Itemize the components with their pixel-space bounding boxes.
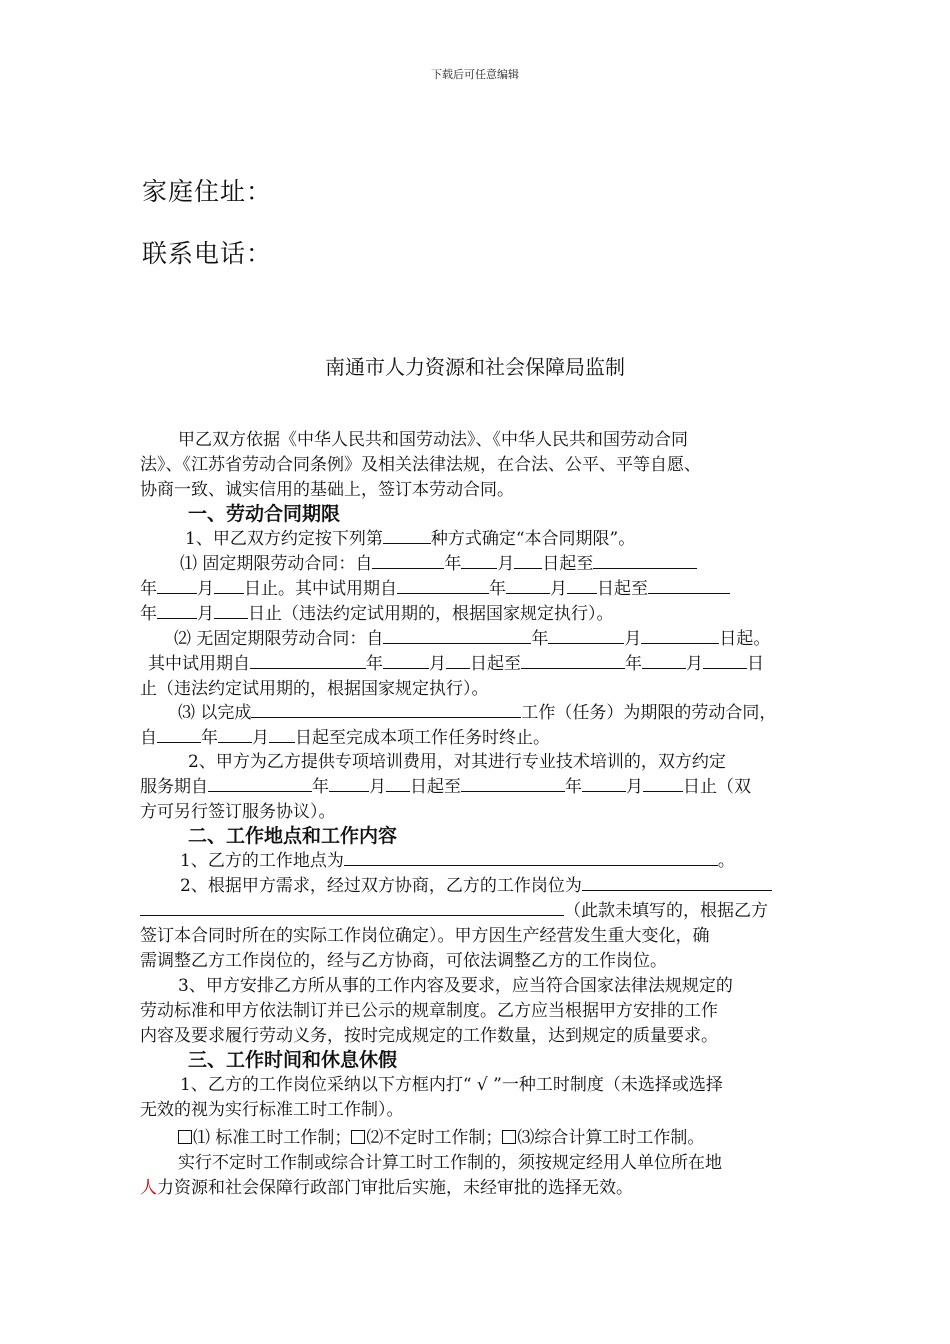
blank-field[interactable] [251,701,521,718]
option-standard-hours: ⑴ 标准工时工作制； [193,1128,352,1148]
blank-field[interactable] [582,874,772,891]
s3-p2-line-2: 人力资源和社会保障行政部门审批后实施，未经审批的选择无效。 [140,1178,633,1198]
option-flexible-hours: ⑵不定时工作制； [366,1128,503,1148]
blank-field[interactable] [548,627,624,644]
blank-field[interactable] [642,652,686,669]
intro-line-3: 协商一致、诚实信用的基础上，签订本劳动合同。 [140,480,514,500]
s1-open-line-2: 其中试用期自 年 月 日起至 年 月 日 [148,654,764,674]
s2-p2-line-3: 签订本合同时所在的实际工作岗位确定）。甲方因生产经营发生重大变化，确 [140,926,710,946]
section-3-heading: 三、工作时间和休息休假 [188,1049,398,1071]
intro-line-1: 甲乙双方依据《中华人民共和国劳动法》、《中华人民共和国劳动合同 [178,430,688,450]
s1-open-line-1: ⑵ 无固定期限劳动合同：自 年 月 日起。 [174,629,771,649]
blank-field[interactable] [383,652,429,669]
blank-field[interactable] [648,577,730,594]
blank-field[interactable] [269,726,295,743]
s1-task-line-2: 自 年 月 日起至完成本项工作任务时终止。 [140,728,550,748]
s2-p3-line-1: 3、甲方安排乙方所从事的工作内容及要求，应当符合国家法律法规规定的 [178,976,733,996]
s2-p3-line-2: 劳动标准和甲方依法制订并已公示的规章制度。乙方应当根据甲方安排的工作 [140,1001,718,1021]
blank-field[interactable] [386,775,410,792]
blank-field[interactable] [461,775,565,792]
blank-field[interactable] [641,627,719,644]
blank-field[interactable] [218,726,252,743]
s1-open-line-3: 止（违法约定试用期的，根据国家规定执行）。 [140,679,489,699]
s1-fixed-line-2: 年 月 日止。其中试用期自 年 月 日起至 [140,577,730,601]
s3-p1-line-1: 1、乙方的工作岗位采纳以下方框内打“ √ ”一种工时制度（未选择或选择 [180,1075,723,1095]
s1-fixed-line-3: 年 月 日止（违法约定试用期的，根据国家规定执行）。 [140,604,614,624]
blank-field[interactable] [208,775,312,792]
s1-fixed-line-1: ⑴ 固定期限劳动合同：自 年 月 日起至 [180,552,697,576]
s2-p2-line-4: 需调整乙方工作岗位的，经与乙方协商，可依法调整乙方的工作岗位。 [140,951,667,971]
s3-p1-line-2: 无效的视为实行标准工时工作制）。 [140,1100,404,1120]
blank-field[interactable] [157,577,197,594]
checkbox-flexible-hours[interactable] [351,1130,365,1144]
blank-field[interactable] [140,899,564,916]
header-note: 下载后可任意编辑 [431,68,519,81]
blank-field[interactable] [582,775,626,792]
s2-p2-line-1: 2、根据甲方需求，经过双方协商，乙方的工作岗位为 [180,874,772,898]
blank-field[interactable] [329,775,369,792]
section-2-heading: 二、工作地点和工作内容 [188,825,398,847]
blank-field[interactable] [344,849,718,866]
blank-field[interactable] [157,726,201,743]
blank-field[interactable] [383,627,531,644]
blank-field[interactable] [506,577,550,594]
s1-task-line-1: ⑶ 以完成 工作（任务）为期限的劳动合同， [178,703,777,723]
s1-p2-line-1: 2、甲方为乙方提供专项培训费用，对其进行专业技术培训的，双方约定 [188,752,726,772]
intro-line-2: 法》、《江苏省劳动合同条例》及相关法律法规，在合法、公平、平等自愿、 [140,455,701,475]
blank-field[interactable] [593,552,697,569]
blank-field[interactable] [567,577,597,594]
blank-field[interactable] [397,577,489,594]
section-1-heading: 一、劳动合同期限 [188,503,341,525]
home-address-label: 家庭住址： [142,177,273,206]
s2-p2-line-2: （此款未填写的，根据乙方 [140,899,768,923]
blank-field[interactable] [214,602,248,619]
blank-field[interactable] [643,775,683,792]
blank-field[interactable] [461,552,497,569]
s2-p3-line-3: 内容及要求履行劳动义务，按时完成规定的工作数量，达到规定的质量要求。 [140,1026,718,1046]
s1-p1: 1、甲乙双方约定按下列第 种方式确定“本合同期限”。 [185,529,636,549]
blank-field[interactable] [157,602,197,619]
checkbox-standard-hours[interactable] [178,1130,192,1144]
s3-p2-line-1: 实行不定时工作制或综合计算工时工作制的，须按规定经用人单位所在地 [178,1153,722,1173]
checkbox-comprehensive-hours[interactable] [502,1130,516,1144]
s3-options [178,1126,704,1150]
blank-field[interactable] [250,652,366,669]
blank-field[interactable] [446,652,470,669]
blank-field[interactable] [521,652,625,669]
s1-p2-line-2: 服务期自 年 月 日起至 年 月 日止（双 [140,777,751,797]
phone-label: 联系电话： [142,239,273,268]
blank-field[interactable] [372,552,444,569]
blank-field[interactable] [383,527,431,544]
blank-field[interactable] [214,577,244,594]
blank-field[interactable] [703,652,747,669]
s1-p2-line-3: 方可另行签订服务协议）。 [140,802,336,822]
option-comprehensive-hours: ⑶综合计算工时工作制。 [517,1128,705,1148]
agency-title: 南通市人力资源和社会保障局监制 [325,355,625,379]
s2-p1: 1、乙方的工作地点为 。 [180,851,735,871]
blank-field[interactable] [514,552,542,569]
